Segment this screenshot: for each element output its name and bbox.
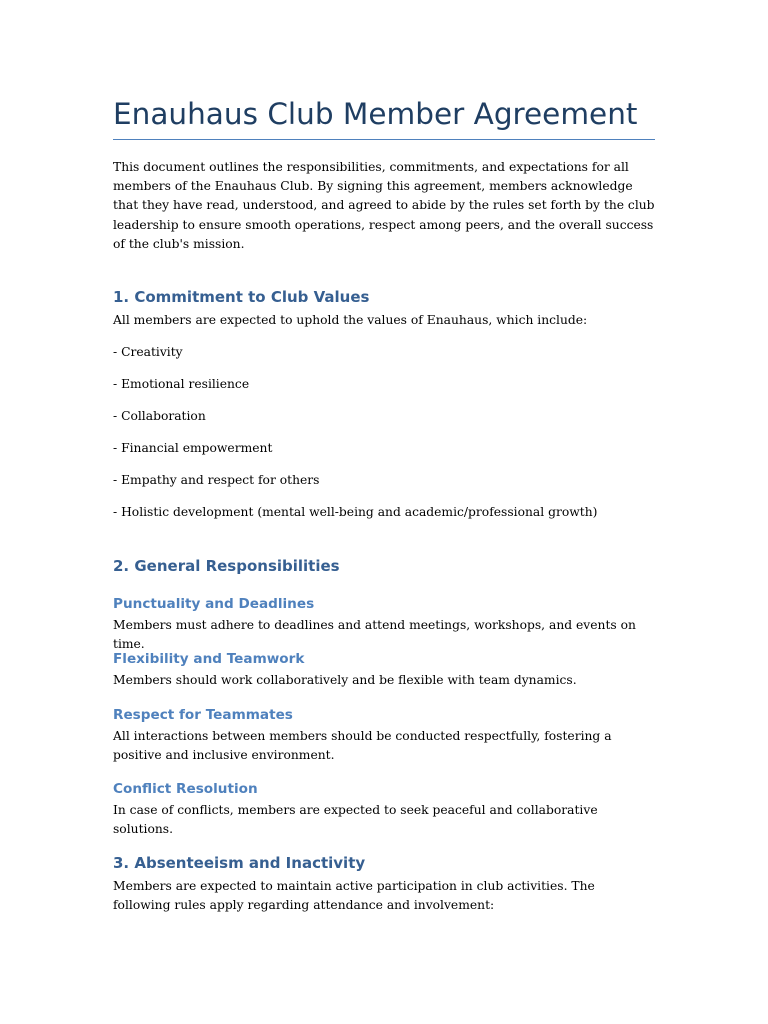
subsection-respect-heading: Respect for Teammates [113, 707, 293, 723]
subsection-punctuality-body: Members must adhere to deadlines and attend meetings, workshops, and events on time. [113, 618, 636, 652]
section-3-heading: 3. Absenteeism and Inactivity [113, 854, 366, 872]
subsection-conflict-body: In case of conflicts, members are expected to seek peaceful and collaborative solutions. [113, 803, 598, 837]
value-item-creativity: - Creativity [113, 345, 183, 359]
intro-paragraph: This document outlines the responsibilities, commitments, and expectations for all members of the Enauhaus Club. By signing this agreement, members acknowledge that they have read, understood, and agreed to abide by the rules set forth by the club leadership to ensure smooth operations, respect among peers, and the overall success of the club's mission. [113, 160, 655, 251]
value-item-holistic-development: - Holistic development (mental well-being and academic/professional growth) [113, 505, 598, 519]
value-item-collaboration: - Collaboration [113, 409, 206, 423]
section-2-heading: 2. General Responsibilities [113, 557, 340, 575]
subsection-conflict-heading: Conflict Resolution [113, 781, 258, 797]
value-item-financial-empowerment: - Financial empowerment [113, 441, 273, 455]
section-1-body: All members are expected to uphold the values of Enauhaus, which include: [113, 313, 588, 327]
title-underline [113, 139, 655, 140]
subsection-respect-body: All interactions between members should be conducted respectfully, fostering a positive and inclusive environment. [113, 729, 612, 763]
section-1-heading: 1. Commitment to Club Values [113, 288, 370, 306]
value-item-emotional-resilience: - Emotional resilience [113, 377, 250, 391]
document-title: Enauhaus Club Member Agreement [113, 97, 638, 131]
value-item-empathy: - Empathy and respect for others [113, 473, 320, 487]
section-3-body: Members are expected to maintain active participation in club activities. The following rules apply regarding attendance and involvement: [113, 879, 595, 913]
subsection-flexibility-heading: Flexibility and Teamwork [113, 651, 305, 667]
subsection-punctuality-heading: Punctuality and Deadlines [113, 596, 315, 612]
subsection-flexibility-body: Members should work collaboratively and be flexible with team dynamics. [113, 673, 577, 687]
